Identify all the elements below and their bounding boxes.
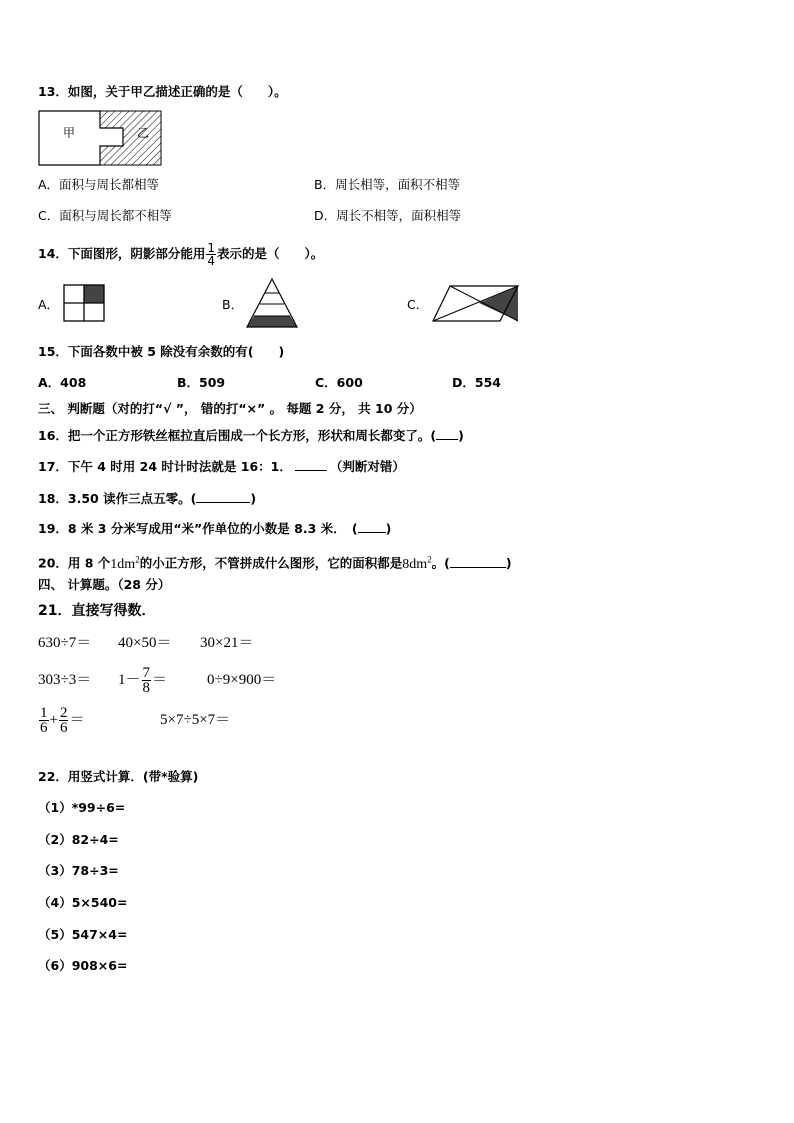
q21-r2-b: 1－ $\frac{7}{8}$ ＝ [118,665,168,697]
q13-option-b: B．周长相等，面积不相等 [314,177,461,192]
q21-r2-b-fraction: $\frac{7}{8}$ [142,665,151,697]
q20: 20．用 8 个$1dm^2$的小正方形，不管拼成什么图形，它的面积都是$8dm^2$。( ) [38,554,512,572]
q15-option-c: C．600 [315,375,363,390]
q13-figure [38,110,162,166]
q21-r1-a: 630÷7＝ [38,635,92,651]
q15-option-d: D．554 [452,375,501,390]
q21-r2-c: 0÷9×900＝ [207,672,277,688]
q21-r3-a: $\frac{1}{6}$ + $\frac{2}{6}$ ＝ [40,705,85,737]
q18-answer-blank[interactable] [196,490,250,503]
q19: 19．8 米 3 分米写成用“米”作单位的小数是 8.3 米． ( ) [38,521,392,536]
section-4-heading: 四、 计算题。（28 分） [38,577,171,592]
q14-figure-b [245,277,299,329]
q17: 17．下午 4 时用 24 时计时法就是 16：1． （判断对错） [38,459,405,474]
q19-answer-blank[interactable] [358,520,386,533]
q20-unit-1dm2: $1dm^2$ [110,554,140,572]
q15-option-b: B．509 [177,375,226,390]
q13-stem: 13．如图，关于甲乙描述正确的是（ ）。 [38,84,287,99]
q14-figure-c [432,285,520,323]
q22-item-1: （1）*99÷6= [38,800,126,815]
q16-answer-blank[interactable] [436,427,458,440]
q18: 18．3.50 读作三点五零。( ) [38,491,257,506]
q13-option-d: D．周长不相等，面积相等 [314,208,462,223]
q14-figure-a [63,284,105,322]
q13-label-jia: 甲 [63,126,76,140]
q13-option-c: C．面积与周长都不相等 [38,208,172,223]
q21-title: 21．直接写得数． [38,603,156,619]
q13-option-a: A．面积与周长都相等 [38,177,160,192]
q14-option-c: C． [407,297,429,312]
q17-answer-blank[interactable] [295,458,327,471]
q14-option-a: A． [38,297,60,312]
q22-item-5: （5）547×4= [38,927,128,942]
q21-r1-b: 40×50＝ [118,635,172,651]
q13-label-yi: 乙 [137,126,150,140]
q15-option-a: A．408 [38,375,87,390]
q21-r2-a: 303÷3＝ [38,672,92,688]
q20-unit-8dm2: $8dm^2$ [402,554,432,572]
q14-stem: 14．下面图形，阴影部分能用 $\frac{1}{4}$ 表示的是（ ）。 [38,241,324,268]
q14-stem-fraction: $\frac{1}{4}$ [207,241,216,268]
q21-r1-c: 30×21＝ [200,635,254,651]
q14-option-b: B． [222,297,244,312]
q21-r3-a-fraction-2: $\frac{2}{6}$ [59,705,68,737]
q21-r3-b: 5×7÷5×7＝ [160,712,231,728]
q22-title: 22．用竖式计算．(带*验算) [38,769,199,784]
q20-answer-blank[interactable] [450,555,506,568]
q22-item-3: （3）78÷3= [38,863,119,878]
q15-stem: 15．下面各数中被 5 除没有余数的有( ) [38,344,285,359]
q16: 16．把一个正方形铁丝框拉直后围成一个长方形，形状和周长都变了。( ) [38,428,464,443]
q22-item-4: （4）5×540= [38,895,128,910]
q22-item-6: （6）908×6= [38,958,128,973]
q22-item-2: （2）82÷4= [38,832,119,847]
section-3-heading: 三、 判断题（对的打“√ ”， 错的打“×” 。 每题 2 分， 共 10 分） [38,401,422,416]
q21-r3-a-fraction-1: $\frac{1}{6}$ [40,705,48,737]
